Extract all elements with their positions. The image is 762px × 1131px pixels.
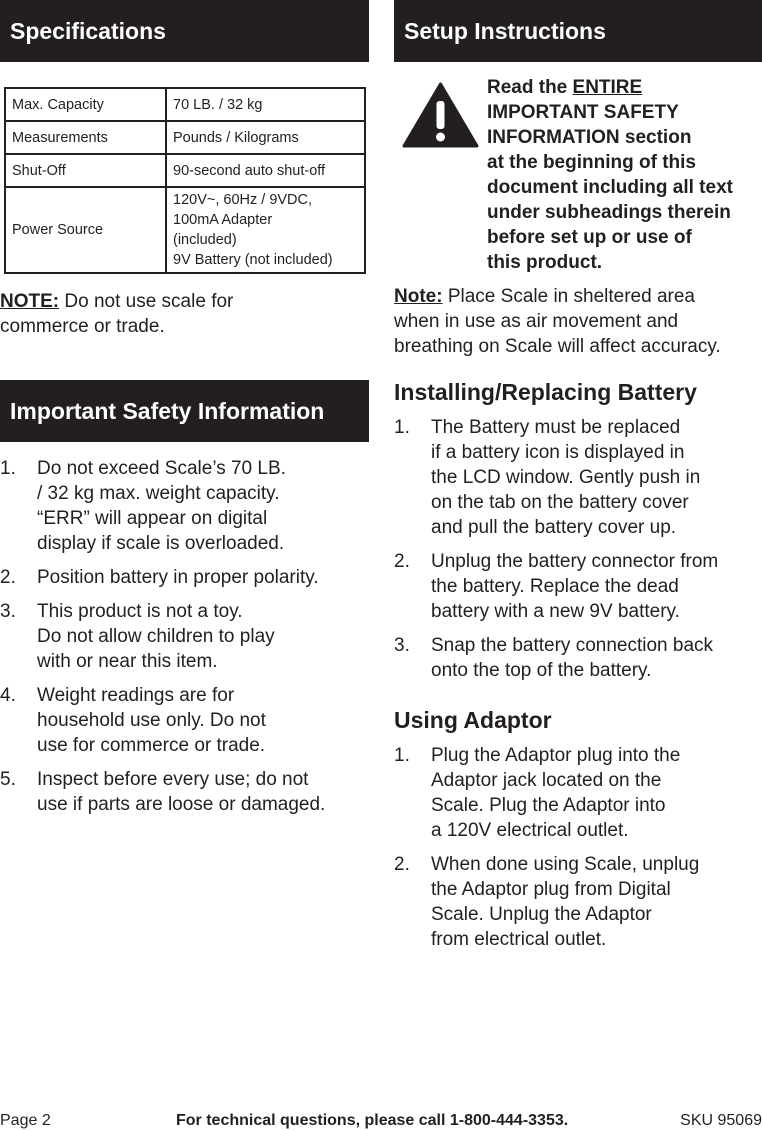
- item-line: “ERR” will appear on digital: [37, 508, 268, 529]
- specifications-table: [4, 87, 366, 274]
- item-number: 1.: [0, 458, 16, 479]
- item-number: 3.: [394, 635, 410, 656]
- spec-row-shutoff: [5, 154, 365, 187]
- item-line: Unplug the battery connector from: [431, 551, 719, 572]
- spec-label: Power Source: [5, 187, 166, 273]
- setup-header: Setup Instructions: [394, 0, 762, 62]
- warning-line: at the beginning of this: [487, 152, 696, 173]
- note-label: NOTE:: [0, 291, 60, 312]
- list-item: [0, 683, 369, 758]
- item-line: if a battery icon is displayed in: [431, 442, 685, 463]
- spec-value: Pounds / Kilograms: [166, 121, 365, 154]
- spec-value: [166, 187, 365, 273]
- item-line: the battery. Replace the dead: [431, 576, 679, 597]
- spec-value-line: 9V Battery (not included): [173, 252, 333, 268]
- battery-list: [394, 415, 762, 692]
- warning-line: this product.: [487, 252, 603, 273]
- note-text: Place Scale in sheltered area: [442, 286, 695, 307]
- list-item: [0, 565, 369, 590]
- safety-list: [0, 456, 369, 826]
- item-line: battery with a new 9V battery.: [431, 601, 680, 622]
- item-line: Scale. Plug the Adaptor into: [431, 795, 666, 816]
- list-item: [0, 456, 369, 556]
- item-number: 2.: [394, 854, 410, 875]
- sku-number: SKU 95069: [680, 1112, 762, 1129]
- warning-line: IMPORTANT SAFETY: [487, 102, 679, 123]
- item-number: 2.: [394, 551, 410, 572]
- list-item: [394, 633, 762, 683]
- item-line: Snap the battery connection back: [431, 635, 714, 656]
- safety-header: Important Safety Information: [0, 380, 369, 442]
- note-label: Note:: [394, 286, 443, 307]
- item-line: display if scale is overloaded.: [37, 533, 285, 554]
- safety-warning: [487, 75, 762, 275]
- item-line: Adaptor jack located on the: [431, 770, 662, 791]
- item-line: This product is not a toy.: [37, 601, 243, 622]
- warning-line: before set up or use of: [487, 227, 692, 248]
- spec-value-line: (included): [173, 232, 237, 248]
- item-line: The Battery must be replaced: [431, 417, 681, 438]
- item-number: 1.: [394, 745, 410, 766]
- adaptor-list: [394, 743, 762, 961]
- battery-heading: Installing/Replacing Battery: [394, 379, 697, 405]
- spec-value-line: 100mA Adapter: [173, 212, 273, 228]
- item-line: Plug the Adaptor plug into the: [431, 745, 681, 766]
- list-item: [394, 852, 762, 952]
- item-number: 5.: [0, 769, 16, 790]
- warning-line: INFORMATION section: [487, 127, 692, 148]
- item-line: and pull the battery cover up.: [431, 517, 677, 538]
- setup-note: [394, 284, 762, 359]
- list-item: [394, 743, 762, 843]
- note-text: Do not use scale for: [59, 291, 234, 312]
- technical-contact: For technical questions, please call 1-800-444-3353.: [176, 1112, 569, 1129]
- item-line: with or near this item.: [37, 651, 218, 672]
- item-line: the Adaptor plug from Digital: [431, 879, 671, 900]
- item-line: Inspect before every use; do not: [37, 769, 309, 790]
- item-line: Scale. Unplug the Adaptor: [431, 904, 652, 925]
- item-line: household use only. Do not: [37, 710, 266, 731]
- item-line: When done using Scale, unplug: [431, 854, 700, 875]
- item-number: 2.: [0, 567, 16, 588]
- warning-exclamation-icon: [402, 82, 479, 148]
- item-line: Weight readings are for: [37, 685, 235, 706]
- spec-label: Measurements: [5, 121, 166, 154]
- item-line: onto the top of the battery.: [431, 660, 652, 681]
- item-line: use for commerce or trade.: [37, 735, 266, 756]
- warning-emphasis: ENTIRE: [572, 77, 643, 98]
- list-item: [0, 767, 369, 817]
- specifications-header: Specifications: [0, 0, 369, 62]
- list-item: [394, 549, 762, 624]
- warning-prefix: Read the: [487, 77, 573, 98]
- list-item: [394, 415, 762, 540]
- item-line: a 120V electrical outlet.: [431, 820, 629, 841]
- item-line: / 32 kg max. weight capacity.: [37, 483, 280, 504]
- item-line: Do not allow children to play: [37, 626, 275, 647]
- item-line: use if parts are loose or damaged.: [37, 794, 326, 815]
- item-line: the LCD window. Gently push in: [431, 467, 701, 488]
- spec-value: 70 LB. / 32 kg: [166, 88, 365, 121]
- item-number: 4.: [0, 685, 16, 706]
- spec-value-line: 120V~, 60Hz / 9VDC,: [173, 192, 313, 208]
- item-line: Do not exceed Scale’s 70 LB.: [37, 458, 286, 479]
- spec-label: Shut-Off: [5, 154, 166, 187]
- note-text: breathing on Scale will affect accuracy.: [394, 336, 721, 357]
- list-item: [0, 599, 369, 674]
- item-line: Position battery in proper polarity.: [37, 567, 319, 588]
- note-text: when in use as air movement and: [394, 311, 679, 332]
- spec-row-capacity: [5, 88, 365, 121]
- adaptor-heading: Using Adaptor: [394, 707, 552, 733]
- item-line: on the tab on the battery cover: [431, 492, 689, 513]
- spec-row-measurements: [5, 121, 365, 154]
- spec-value: 90-second auto shut-off: [166, 154, 365, 187]
- page-number: Page 2: [0, 1112, 51, 1129]
- warning-line: document including all text: [487, 177, 733, 198]
- item-line: from electrical outlet.: [431, 929, 607, 950]
- spec-label: Max. Capacity: [5, 88, 166, 121]
- item-number: 3.: [0, 601, 16, 622]
- note-text: commerce or trade.: [0, 316, 165, 337]
- spec-row-power: [5, 187, 365, 273]
- warning-line: under subheadings therein: [487, 202, 731, 223]
- spec-note: [0, 289, 369, 339]
- item-number: 1.: [394, 417, 410, 438]
